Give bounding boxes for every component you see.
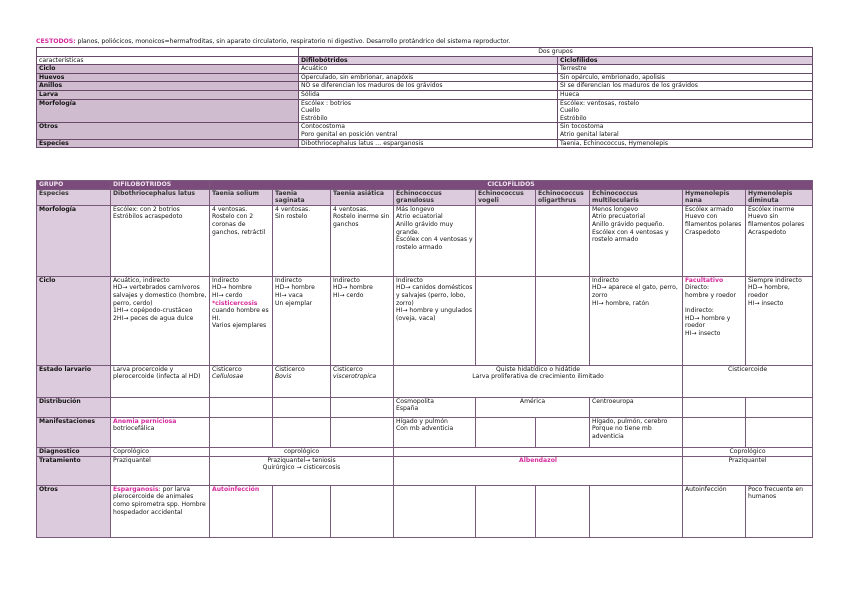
cell: Coprológico [111,447,210,456]
cell: Cisticercoide [683,365,813,397]
cell: SI se diferencian los maduros de los grávidos [558,82,813,91]
row-label: Manifestaciones [37,417,111,447]
cell: Cisticerco Cellulosae [210,365,273,397]
row-label: Huevos [37,73,299,82]
cell: Cisticerco Bovis [273,365,331,397]
intro-text [36,38,816,46]
cell: Hígado, pulmón, cerebro Porque no tiene mb adventicia [590,417,683,447]
cell: Sólida [299,90,558,99]
cell: Quiste hidatídico o hidátide Larva proliferativa de crecimiento ilimitado [394,365,683,397]
highlight: Facultativo [685,276,724,284]
cell: Autoinfección [683,485,746,537]
cell: Taenia, Echinococcus, Hymenolepis [558,139,813,148]
row-label: Diagnostico [37,447,111,456]
characteristics-header: características [37,56,299,65]
cell: Escólex : botrios Cuello Estróbilo [299,99,558,123]
cell: Acuático [299,65,558,74]
grupo-header: GRUPO [37,181,111,190]
difilobotridos-group-header: DIFILOBOTRIDOS [111,181,210,190]
cell: Dibothriocephalus latus … esparganosis [299,139,558,148]
cell: 4 ventosas. Rostelo con 2 coronas de ganchos, retráctil [210,205,273,276]
cell: Praziquantel [111,456,210,485]
cell: Siempre indirecto HD→ hombre, roedor HI→ insecto [746,276,813,365]
row-label: Especies [37,139,299,148]
cell: 4 ventosas. Rostelo inerme sin ganchos [331,205,394,276]
cell: Más longevo Atrio ecuatorial Anillo grávido muy grande. Escólex con 4 ventosas y rostelo armado [394,205,476,276]
intro-body: planos, poliócicos, monoicos=hermafroditas, sin aparato circulatorio, respiratorio ni digestivo. Desarrollo protándrico del sistema reproductor. [75,38,511,45]
cell: Poco frecuente en humanos [746,485,813,537]
species-name: Taenia saginata [273,189,331,205]
row-label: Morfología [37,99,299,123]
highlight: Esparganosis [113,485,159,493]
cell: Sin tocostoma Atrio genital lateral [558,123,813,139]
cell: Cisticerco viscerotropica [331,365,394,397]
cell: Albendazol [394,456,683,485]
cell: América [476,397,590,417]
cell: 4 ventosas. Sin rostelo [273,205,331,276]
species-name: Echinococcus multilocularis [590,189,683,205]
species-name: Taenia solium [210,189,273,205]
cell: Esparganosis: por larva plerocercoide de animales como spirometra spp. Hombre hospedador accidental [111,485,210,537]
row-label: Anillos [37,82,299,91]
highlight: Anemia perniciosa [113,417,177,425]
cell: Praziquantel→ teniosis Quirúrgico → cisticercosis [210,456,394,485]
cell: Indirecto HD→ hombre HI→ cerdo [331,276,394,365]
cell: Escólex inerme Huevo sin filamentos polares Acraspedoto [746,205,813,276]
species-name: Hymenolepis diminuta [746,189,813,205]
difilobotridos-header: Difilobótridos [299,56,558,65]
species-name: Taenia asiática [331,189,394,205]
row-label: Otros [37,123,299,139]
cell: Escólex: con 2 botrios Estróbilos acraspedoto [111,205,210,276]
ciclofilidos-group-header: CICLOFÍLIDOS [210,181,813,190]
cell: Hígado y pulmón Con mb adventicia [394,417,476,447]
row-label: Morfología [37,205,111,276]
cell: Contocostoma Poro genital en posición ventral [299,123,558,139]
row-label: Larva [37,90,299,99]
cell: Indirecto HD→ hombre HI→ cerdo *cisticercosis cuando hombre es HI. Varios ejemplares [210,276,273,365]
groups-header: Dos grupos [299,48,813,57]
comparison-table [36,47,813,148]
cell: Escólex: ventosas, rostelo Cuello Estróbilo [558,99,813,123]
ciclofilidos-header: Ciclofílidos [558,56,813,65]
cell: Menos longevo Atrio precuatorial Anillo grávido pequeño. Escólex con 4 ventosas y rostelo armado [590,205,683,276]
cell: coprológico [210,447,394,456]
row-label: Ciclo [37,65,299,74]
cell: Escólex armado Huevo con filamentos polares Craspedoto [683,205,746,276]
cell: NO se diferencian los maduros de los grávidos [299,82,558,91]
highlight: *cisticercosis [212,299,258,307]
cell: Operculado, sin embrionar, anapóxis [299,73,558,82]
row-label: Tratamiento [37,456,111,485]
cell: Terrestre [558,65,813,74]
row-label: Otros [37,485,111,537]
cell: Larva procercoide y plerocercoide (infecta al HD) [111,365,210,397]
species-table [36,180,813,538]
row-label: Ciclo [37,276,111,365]
cell: Facultativo Directo: hombre y roedor Indirecto: HD→ hombre y roedor HI→ insecto [683,276,746,365]
cell: Cosmopolita España [394,397,476,417]
species-name: Dibothriocephalus latus [111,189,210,205]
species-name: Hymenolepis nana [683,189,746,205]
cell: Praziquantel [683,456,813,485]
cell: Anemia perniciosa botriocefálica [111,417,210,447]
cell: Coprológico [683,447,813,456]
species-name: Echinococcus granulosus [394,189,476,205]
cell: Centroeuropa [590,397,683,417]
cell: Hueca [558,90,813,99]
species-name: Echinococcus oligarthrus [536,189,590,205]
cell: Acuático, indirecto HD→ vertebrados carnívoros salvajes y domestico (hombre, perro, cerdo) 1HI→ copépodo-crustáceo 2HI→ peces de agua dulce [111,276,210,365]
cell: Indirecto HD→ aparece el gato, perro, zorro HI→ hombre, ratón [590,276,683,365]
row-label: Estado larvario [37,365,111,397]
cell: Sin opérculo, embrionado, apolisis [558,73,813,82]
species-name: Echinococcus vogeli [476,189,536,205]
intro-highlight: CESTODOS: [36,38,76,45]
cell: Autoinfección [210,485,273,537]
row-label: Especies [37,189,111,205]
row-label: Distribución [37,397,111,417]
cell: Indirecto HD→ canidos domésticos y salvajes (perro, lobo, zorro) HI→ hombre y ungulados (oveja, vaca) [394,276,476,365]
cell: Indirecto HD→ hombre HI→ vaca Un ejemplar [273,276,331,365]
